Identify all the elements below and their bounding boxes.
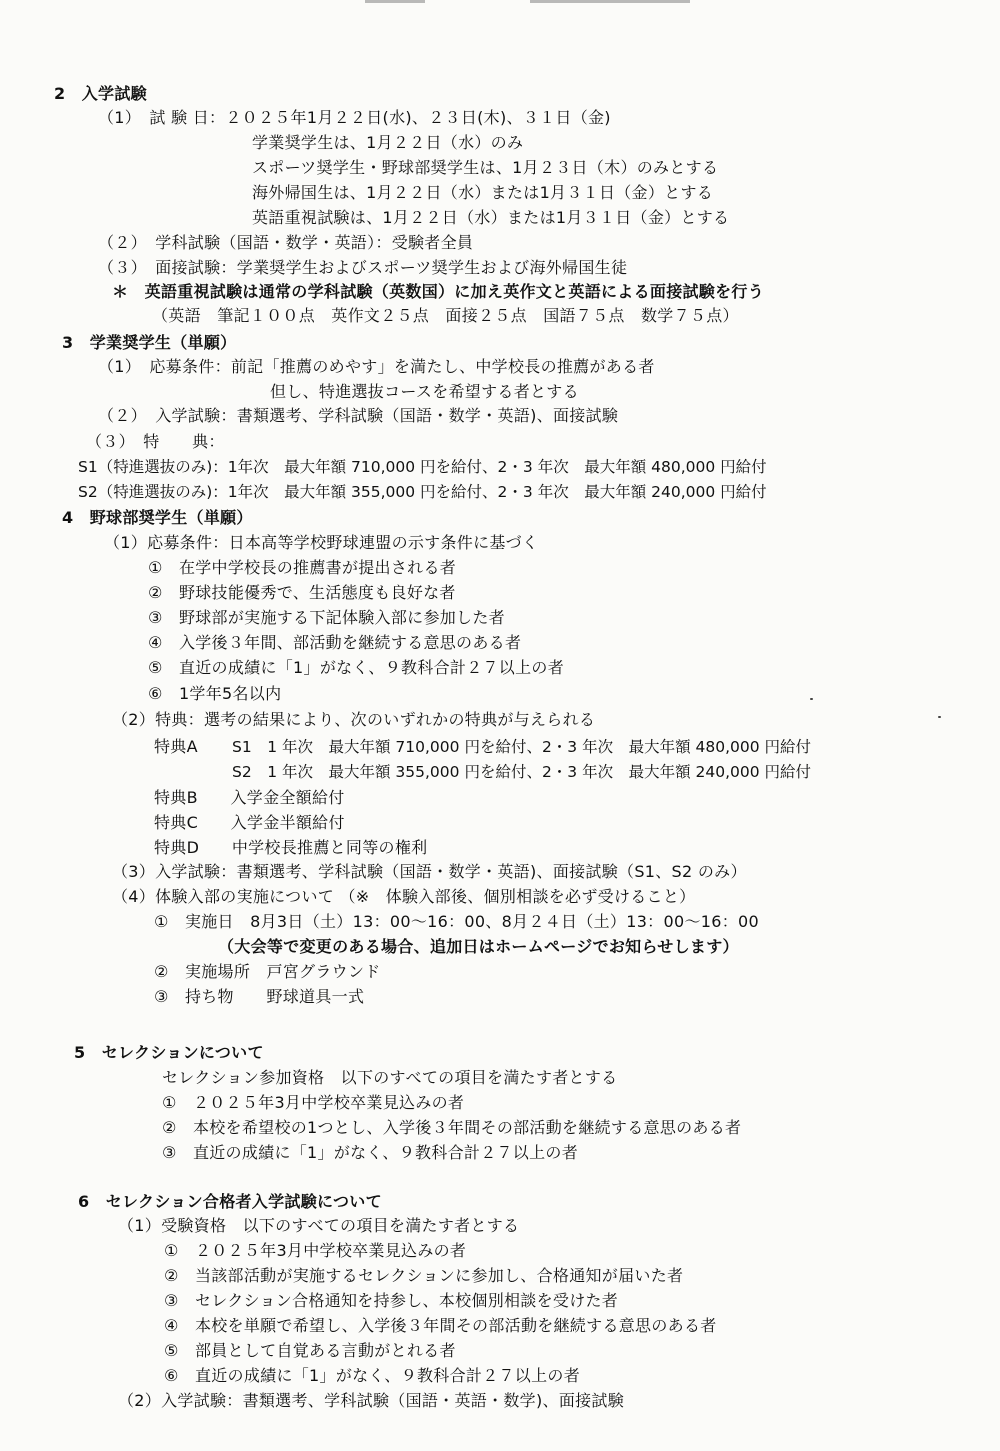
application-conditions: （1） 応募条件：前記「推薦のめやす」を満たし、中学校長の推薦がある者 bbox=[98, 357, 655, 376]
trial-join-line: （4）体験入部の実施について （※ 体験入部後、個別相談を必ず受けること） bbox=[112, 887, 696, 906]
eligibility-item: ④ 本校を単願で希望し、入学後３年間その部活動を継続する意思のある者 bbox=[164, 1316, 717, 1335]
condition-item: ④ 入学後３年間、部活動を継続する意思のある者 bbox=[148, 633, 522, 652]
benefit-a-label: 特典A bbox=[154, 737, 198, 756]
exam-date-note: 海外帰国生は、1月２２日（水）または1月３１日（金）とする bbox=[252, 183, 714, 202]
benefit-a-s2: S2 1 年次 最大年額 355,000 円を給付、2・3 年次 最大年額 240,000 円給付 bbox=[232, 763, 812, 781]
exam-date-note: 学業奨学生は、1月２２日（水）のみ bbox=[252, 133, 524, 152]
section-3-heading: 3 学業奨学生（単願） bbox=[62, 333, 237, 352]
benefit-b: 特典B 入学金全額給付 bbox=[154, 788, 345, 807]
benefits-label: （３） 特 典： bbox=[86, 432, 225, 451]
scan-speck bbox=[938, 716, 941, 718]
interview-exam-line: （３） 面接試験：学業奨学生およびスポーツ奨学生および海外帰国生徒 bbox=[98, 258, 628, 277]
condition-item: ⑤ 直近の成績に「1」がなく、９教科合計２７以上の者 bbox=[148, 658, 565, 677]
trial-venue: ② 実施場所 戸宮グラウンド bbox=[154, 962, 381, 981]
entrance-exam-line: （3）入学試験：書類選考、学科試験（国語・数学・英語)、面接試験（S1、S2 のみ） bbox=[112, 862, 747, 881]
condition-item: ① 在学中学校長の推薦書が提出される者 bbox=[148, 558, 457, 577]
benefit-d: 特典D 中学校長推薦と同等の権利 bbox=[154, 838, 428, 857]
benefit-s1: S1（特進選抜のみ)：1年次 最大年額 710,000 円を給付、2・3 年次 最大年額 480,000 円給付 bbox=[78, 458, 767, 476]
application-conditions: （1）応募条件：日本高等学校野球連盟の示す条件に基づく bbox=[104, 533, 539, 552]
condition-item: ② 野球技能優秀で、生活態度も良好な者 bbox=[148, 583, 456, 602]
eligibility-item: ③ セレクション合格通知を持参し、本校個別相談を受けた者 bbox=[164, 1291, 619, 1310]
scan-speck bbox=[810, 698, 813, 700]
english-exam-note: ＊ 英語重視試験は通常の学科試験（英数国）に加え英作文と英語による面接試験を行う bbox=[112, 282, 765, 301]
entrance-exam-line: （2）入学試験：書類選考、学科試験（国語・英語・数学)、面接試験 bbox=[118, 1391, 625, 1410]
exam-eligibility: （1）受験資格 以下のすべての項目を満たす者とする bbox=[118, 1216, 520, 1235]
benefit-s2: S2（特進選抜のみ)：1年次 最大年額 355,000 円を給付、2・3 年次 最大年額 240,000 円給付 bbox=[78, 483, 767, 501]
selection-item: ② 本校を希望校の1つとし、入学後３年間その部活動を継続する意思のある者 bbox=[162, 1118, 742, 1137]
trial-belongings: ③ 持ち物 野球道具一式 bbox=[154, 987, 365, 1006]
exam-date-line: （1） 試 験 日：２０２５年1月２２日(水)、２３日(木)、３１日（金) bbox=[98, 108, 611, 127]
eligibility-item: ⑤ 部員として自覚ある言動がとれる者 bbox=[164, 1341, 456, 1360]
benefit-c: 特典C 入学金半額給付 bbox=[154, 813, 345, 832]
section-6-heading: 6 セレクション合格者入学試験について bbox=[78, 1192, 382, 1211]
condition-item: ⑥ 1学年5名以内 bbox=[148, 684, 282, 703]
eligibility-item: ① ２０２５年3月中学校卒業見込みの者 bbox=[164, 1241, 467, 1260]
eligibility-item: ② 当該部活動が実施するセレクションに参加し、合格通知が届いた者 bbox=[164, 1266, 684, 1285]
benefits-line: （2）特典：選考の結果により、次のいずれかの特典が与えられる bbox=[112, 710, 596, 729]
eligibility-item: ⑥ 直近の成績に「1」がなく、９教科合計２７以上の者 bbox=[164, 1366, 581, 1385]
section-2-heading: 2 入学試験 bbox=[54, 84, 147, 103]
condition-item: ③ 野球部が実施する下記体験入部に参加した者 bbox=[148, 608, 505, 627]
english-exam-scores: （英語 筆記１００点 英作文２５点 面接２５点 国語７５点 数学７５点） bbox=[152, 306, 739, 325]
selection-item: ③ 直近の成績に「1」がなく、９教科合計２７以上の者 bbox=[162, 1143, 579, 1162]
scan-artifact bbox=[530, 0, 690, 3]
subject-exam-line: （２） 学科試験（国語・数学・英語）：受験者全員 bbox=[98, 233, 474, 252]
scan-artifact bbox=[365, 0, 425, 3]
exam-date-note: 英語重視試験は、1月２２日（水）または1月３１日（金）とする bbox=[252, 208, 730, 227]
trial-date: ① 実施日 8月3日（土）13：00～16：00、8月２４日（土）13：00～16：00 bbox=[154, 912, 759, 931]
selection-eligibility: セレクション参加資格 以下のすべての項目を満たす者とする bbox=[162, 1068, 618, 1087]
application-note: 但し、特進選抜コースを希望する者とする bbox=[270, 382, 579, 401]
section-4-heading: 4 野球部奨学生（単願） bbox=[62, 508, 253, 527]
selection-item: ① ２０２５年3月中学校卒業見込みの者 bbox=[162, 1093, 465, 1112]
trial-date-note: （大会等で変更のある場合、追加日はホームページでお知らせします） bbox=[218, 937, 739, 956]
benefit-a-s1: S1 1 年次 最大年額 710,000 円を給付、2・3 年次 最大年額 480,000 円給付 bbox=[232, 738, 812, 756]
section-5-heading: 5 セレクションについて bbox=[74, 1043, 264, 1062]
entrance-exam-line: （２） 入学試験：書類選考、学科試験（国語・数学・英語)、面接試験 bbox=[98, 406, 619, 425]
exam-date-note: スポーツ奨学生・野球部奨学生は、1月２３日（木）のみとする bbox=[252, 158, 719, 177]
